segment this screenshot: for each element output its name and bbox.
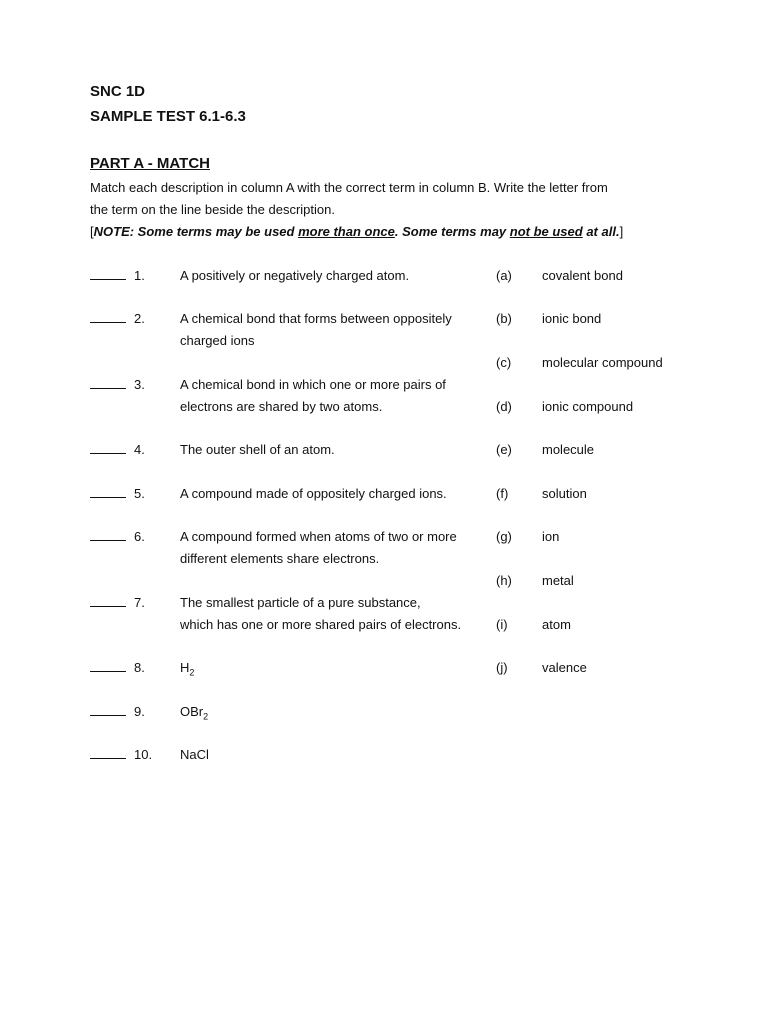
note-part-d: not be used [509,224,583,239]
term-letter: (e) [496,442,512,457]
question-row [90,374,126,396]
question-row [90,265,126,287]
answer-blank[interactable] [90,374,126,389]
question-formula [180,744,209,771]
question-text: A chemical bond in which one or more pairs of [180,377,446,392]
term-letter: (g) [496,529,512,544]
question-row [90,526,126,548]
note-part-a: NOTE: Some terms may be used [93,224,299,239]
question-number: 3. [134,377,145,392]
answer-blank[interactable] [90,744,126,759]
term-letter: (c) [496,355,512,370]
term-letter: (j) [496,660,508,675]
question-text: The outer shell of an atom. [180,442,335,457]
term-text: valence [542,660,587,675]
question-text: A chemical bond that forms between oppositely [180,311,452,326]
note-line [90,221,623,243]
term-letter: (h) [496,573,512,588]
question-row [90,592,126,614]
term-letter: (i) [496,617,508,632]
answer-blank[interactable] [90,592,126,607]
formula-base: H [180,660,190,675]
question-number: 7. [134,595,145,610]
question-row [90,701,126,723]
formula-base: NaCl [180,747,209,762]
term-text: ion [542,529,560,544]
note-part-e: at all. [582,224,620,239]
question-text: A compound formed when atoms of two or more [180,529,457,544]
term-text: solution [542,486,587,501]
instruction-line-1: Match each description in column A with the correct term in column B. Write the letter from [90,180,608,195]
question-row [90,657,126,679]
test-title: SAMPLE TEST 6.1-6.3 [90,108,246,125]
question-number: 8. [134,660,145,675]
term-letter: (f) [496,486,509,501]
question-text: A positively or negatively charged atom. [180,268,410,283]
answer-blank[interactable] [90,526,126,541]
question-row [90,483,126,505]
term-text: molecule [542,442,595,457]
formula-subscript: 2 [189,667,195,678]
note-bracket-close: ] [619,224,624,239]
term-text: ionic bond [542,311,602,326]
term-letter: (a) [496,268,512,283]
answer-blank[interactable] [90,483,126,498]
question-text-cont: different elements share electrons. [180,551,380,566]
term-letter: (d) [496,399,512,414]
question-formula [180,657,194,684]
answer-blank[interactable] [90,439,126,454]
question-text-cont: charged ions [180,333,255,348]
question-row [90,308,126,330]
formula-subscript: 2 [203,711,209,722]
question-number: 10. [134,747,153,762]
answer-blank[interactable] [90,265,126,280]
question-number: 9. [134,704,145,719]
question-number: 2. [134,311,145,326]
question-row [90,744,126,766]
question-row [90,439,126,461]
formula-base: OBr [180,704,204,719]
question-number: 5. [134,486,145,501]
question-text-cont: which has one or more shared pairs of electrons. [180,617,462,632]
term-text: covalent bond [542,268,623,283]
question-text: The smallest particle of a pure substance, [180,595,421,610]
part-a-heading: PART A - MATCH [90,155,210,172]
term-text: metal [542,573,574,588]
question-text-cont: electrons are shared by two atoms. [180,399,383,414]
note-bracket-open: [ [90,224,94,239]
question-number: 4. [134,442,145,457]
answer-blank[interactable] [90,657,126,672]
answer-blank[interactable] [90,701,126,716]
question-number: 6. [134,529,145,544]
term-text: ionic compound [542,399,634,414]
instruction-line-2: the term on the line beside the description. [90,202,335,217]
note-part-c: . Some terms may [394,224,510,239]
answer-blank[interactable] [90,308,126,323]
term-text: atom [542,617,571,632]
question-formula [180,701,208,728]
question-number: 1. [134,268,145,283]
course-code: SNC 1D [90,83,146,100]
term-text: molecular compound [542,355,663,370]
question-text: A compound made of oppositely charged ions. [180,486,447,501]
term-letter: (b) [496,311,512,326]
note-part-b: more than once [298,224,395,239]
